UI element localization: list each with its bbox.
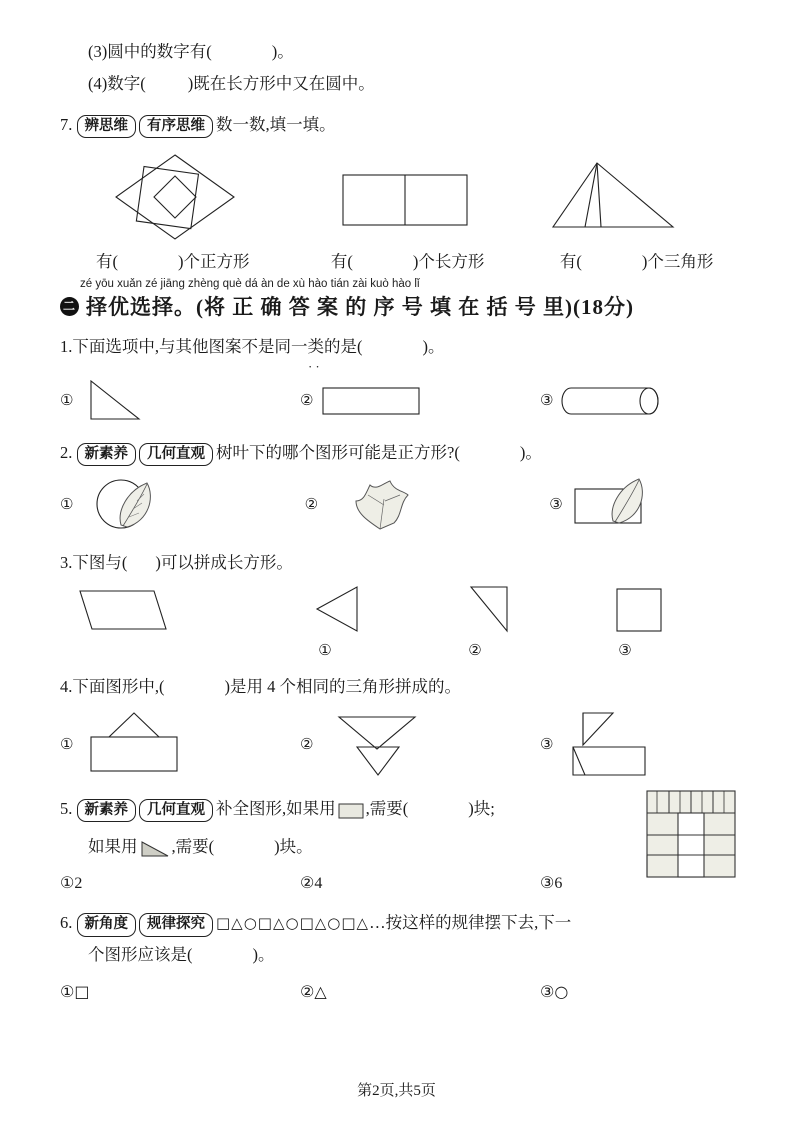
q2-prompt: 树叶下的哪个图形可能是正方形?( xyxy=(216,443,460,463)
q7-answer-3-after: )个三角形 xyxy=(641,252,714,272)
q5-tag-new-literacy: 新素养 xyxy=(77,799,137,822)
q6-prompt-2: 个图形应该是( xyxy=(88,945,193,965)
q3-number: 3. xyxy=(60,553,73,573)
q6-pattern: □△○□△○□△○□△ xyxy=(216,914,370,933)
q2-options xyxy=(60,473,745,535)
q7-answer-2-before: 有( xyxy=(330,252,353,272)
q2-option-3[interactable] xyxy=(549,473,745,535)
q1-number: 1. xyxy=(60,337,73,357)
q1-option-2-label: ② xyxy=(300,391,314,410)
q1-option-3[interactable] xyxy=(540,375,740,425)
q5-unit-triangle-icon xyxy=(138,839,172,859)
q2-option-3-label: ③ xyxy=(549,495,563,514)
q6-prompt: …按这样的规律摆下去,下一 xyxy=(369,913,572,933)
item-4-number: (4) xyxy=(88,74,108,94)
q5-line-1 xyxy=(60,795,745,823)
q4-prompt-end: )是用 4 个相同的三角形拼成的。 xyxy=(224,677,461,697)
q4-number: 4. xyxy=(60,677,73,697)
q3-option-3-label[interactable]: ③ xyxy=(618,641,632,660)
question-6-text xyxy=(60,909,745,937)
q7-answer-1-after: )个正方形 xyxy=(178,252,250,272)
question-2-text xyxy=(60,439,745,467)
section-header xyxy=(60,278,745,321)
q3-option-2-figure[interactable] xyxy=(414,581,564,639)
q2-tag-geometric-intuition: 几何直观 xyxy=(139,443,213,466)
q5-prompt-b: ,需要( xyxy=(365,799,409,819)
item-3-number: (3) xyxy=(88,42,108,61)
q4-option-3-label: ③ xyxy=(540,735,554,754)
item-4-text-end: )既在长方形中又在圆中。 xyxy=(187,74,375,94)
q7-tag-ordered-thinking: 有序思维 xyxy=(139,115,213,138)
q6-prompt-2-end: )。 xyxy=(252,945,275,965)
q5-number: 5. xyxy=(60,799,73,819)
q5-prompt-e: ,需要( xyxy=(171,837,215,857)
q4-options xyxy=(60,707,745,781)
section-pinyin: zé yōu xuǎn zé jiāng zhèng què dá àn de xù hào tián zài kuò hào lǐ xyxy=(80,278,420,291)
q5-choice-2[interactable]: ②4 xyxy=(300,875,323,893)
item-4-text: 数字( xyxy=(107,74,146,94)
q2-option-2-label: ② xyxy=(304,495,319,514)
q3-option-3-figure[interactable] xyxy=(564,581,714,639)
q3-prompt: 下图与( xyxy=(72,553,128,573)
q7-tag-thinking: 辨思维 xyxy=(77,115,137,138)
q5-tag-geometric-intuition: 几何直观 xyxy=(139,799,213,822)
item-3-text-end: )。 xyxy=(271,42,294,61)
q1-prompt: 下面选项中,与其他图案不是同一类的是( xyxy=(72,337,363,357)
q3-prompt-end: )可以拼成长方形。 xyxy=(155,553,293,573)
q5-line-2 xyxy=(60,833,745,861)
q4-option-1-label: ① xyxy=(60,735,74,754)
q5-choice-3[interactable]: ③6 xyxy=(540,875,563,893)
q6-choice-2[interactable]: ②△ xyxy=(300,981,327,1001)
q2-option-2[interactable] xyxy=(305,473,550,535)
q7-answer-2-after: )个长方形 xyxy=(412,252,485,272)
q5-choice-1[interactable]: ①2 xyxy=(60,875,83,893)
section-title-row xyxy=(60,291,745,321)
q3-figures xyxy=(60,581,745,639)
question-1-text xyxy=(60,333,745,361)
carryover-item-4 xyxy=(60,70,745,98)
q5-unit-square-icon xyxy=(336,802,366,820)
q1-option-1-label: ① xyxy=(60,391,74,410)
q5-prompt-c: )块; xyxy=(468,799,495,819)
q1-option-2[interactable] xyxy=(300,375,540,425)
q5-prompt-f: )块。 xyxy=(274,837,313,857)
q7-answer-1[interactable] xyxy=(60,248,309,272)
q3-given-figure xyxy=(60,581,264,639)
q3-option-2-label[interactable]: ② xyxy=(468,641,482,660)
q4-option-2[interactable] xyxy=(300,707,540,781)
q1-options xyxy=(60,375,745,425)
section-bullet: 二 xyxy=(60,297,79,316)
q6-choice-3[interactable]: ③○ xyxy=(540,981,569,1001)
q3-option-labels xyxy=(60,641,745,659)
q5-prompt-d: 如果用 xyxy=(88,837,138,857)
q7-answer-3-before: 有( xyxy=(559,252,582,272)
q6-number: 6. xyxy=(60,913,73,933)
q6-choices xyxy=(60,982,745,1001)
q6-tag-new-angle: 新角度 xyxy=(77,913,137,936)
q5-prompt-a: 补全图形,如果用 xyxy=(216,799,336,819)
section-title: 择优选择。(将 正 确 答 案 的 序 号 填 在 括 号 里)(18分) xyxy=(86,295,634,320)
q7-figure-3 xyxy=(520,149,720,244)
q7-figure-2 xyxy=(290,149,520,244)
q6-choice-1[interactable]: ①□ xyxy=(60,981,90,1001)
q2-number: 2. xyxy=(60,443,73,463)
question-4-text xyxy=(60,673,745,701)
q1-prompt-end: )。 xyxy=(422,337,445,357)
q7-answer-labels xyxy=(60,248,745,272)
item-3-text: 圆中的数字有( xyxy=(107,42,212,61)
q1-option-1[interactable] xyxy=(60,375,300,425)
q2-prompt-end: )。 xyxy=(519,443,542,463)
q7-figure-1 xyxy=(60,149,290,244)
q7-answer-2[interactable] xyxy=(309,248,544,272)
question-3-text xyxy=(60,549,745,577)
page-footer: 第2页,共5页 xyxy=(357,1083,436,1099)
q1-option-3-label: ③ xyxy=(540,391,554,410)
q3-option-1-label[interactable]: ① xyxy=(318,641,332,660)
question-6-text-line2 xyxy=(60,941,745,969)
q7-figures xyxy=(60,149,745,244)
q6-tag-pattern-inquiry: 规律探究 xyxy=(139,913,213,936)
q7-prompt: 数一数,填一填。 xyxy=(216,115,336,135)
q4-option-1[interactable] xyxy=(60,707,300,781)
q7-answer-1-before: 有( xyxy=(96,252,118,272)
q2-option-1-label: ① xyxy=(60,495,74,514)
question-7-header xyxy=(60,111,745,139)
q4-option-2-label: ② xyxy=(300,735,314,754)
q7-answer-3[interactable] xyxy=(544,248,745,272)
q5-grid-figure xyxy=(645,789,739,881)
q7-number: 7. xyxy=(60,115,73,135)
q3-option-1-figure[interactable] xyxy=(264,581,414,639)
q4-option-3[interactable] xyxy=(540,707,740,781)
emphasis-dots: ·· xyxy=(308,359,323,375)
carryover-item-3 xyxy=(60,38,745,66)
question-5 xyxy=(60,795,745,861)
q2-option-1[interactable] xyxy=(60,473,305,535)
q2-tag-new-literacy: 新素养 xyxy=(77,443,137,466)
q4-prompt: 下面图形中,( xyxy=(72,677,165,697)
q5-choices xyxy=(60,873,745,893)
